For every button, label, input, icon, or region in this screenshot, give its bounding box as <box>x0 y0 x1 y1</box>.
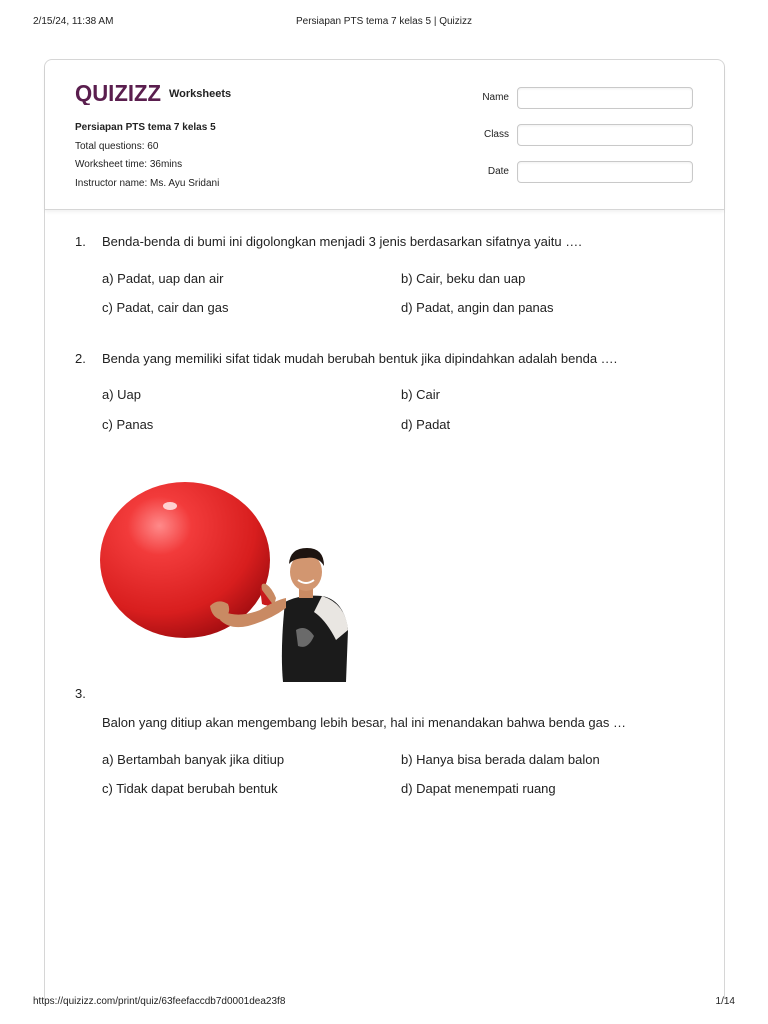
class-field[interactable] <box>517 124 693 146</box>
brand-subtitle: Worksheets <box>169 88 232 100</box>
option-b[interactable]: b) Cair, beku dan uap <box>401 271 526 286</box>
print-url[interactable]: https://quizizz.com/print/quiz/63feefaccdb7d0001dea23f8 <box>33 996 286 1007</box>
worksheet-time: Worksheet time: 36mins <box>75 159 183 170</box>
question-number: 1. <box>75 234 86 249</box>
total-questions: Total questions: 60 <box>75 140 159 152</box>
worksheet-header <box>45 60 724 210</box>
option-a[interactable]: a) Bertambah banyak jika ditiup <box>102 752 285 767</box>
name-field-row <box>475 87 693 109</box>
question-number: 2. <box>75 351 86 366</box>
name-label: Name <box>482 92 509 103</box>
option-c[interactable]: c) Panas <box>102 417 154 432</box>
option-c[interactable]: c) Padat, cair dan gas <box>102 300 229 315</box>
worksheet-meta <box>75 119 219 193</box>
date-field[interactable] <box>517 161 693 183</box>
option-c[interactable]: c) Tidak dapat berubah bentuk <box>102 781 278 796</box>
date-field-row <box>475 161 693 183</box>
quizizz-logo <box>75 81 163 105</box>
print-header <box>0 16 768 30</box>
page-number: 1/14 <box>715 996 735 1007</box>
print-title: Persiapan PTS tema 7 kelas 5 | Quizizz <box>295 16 472 27</box>
name-field[interactable] <box>517 87 693 109</box>
question-text: Balon yang ditiup akan mengembang lebih besar, hal ini menandakan bahwa benda gas … <box>102 715 626 730</box>
class-label: Class <box>483 129 509 140</box>
option-d[interactable]: d) Dapat menempati ruang <box>401 781 556 796</box>
question-text: Benda-benda di bumi ini digolongkan menjadi 3 jenis berdasarkan sifatnya yaitu …. <box>102 234 582 249</box>
date-label: Date <box>487 166 509 177</box>
brand <box>75 80 231 106</box>
option-b[interactable]: b) Cair <box>401 387 441 402</box>
balloon-highlight <box>163 502 177 510</box>
print-datetime: 2/15/24, 11:38 AM <box>33 16 114 27</box>
option-a[interactable]: a) Uap <box>102 387 142 402</box>
balloon-photo <box>100 480 350 682</box>
option-a[interactable]: a) Padat, uap dan air <box>102 271 224 286</box>
option-d[interactable]: d) Padat, angin dan panas <box>401 300 554 315</box>
option-d[interactable]: d) Padat <box>401 417 451 432</box>
quizizz-logo-text: QUIZIZZ <box>75 81 161 105</box>
question-number: 3. <box>75 686 86 701</box>
option-b[interactable]: b) Hanya bisa berada dalam balon <box>401 752 600 767</box>
question-text: Benda yang memiliki sifat tidak mudah berubah bentuk jika dipindahkan adalah benda …. <box>102 351 618 366</box>
print-footer <box>0 996 768 1010</box>
class-field-row <box>475 124 693 146</box>
instructor-name: Instructor name: Ms. Ayu Sridani <box>75 177 220 189</box>
worksheet-title: Persiapan PTS tema 7 kelas 5 <box>75 122 216 133</box>
